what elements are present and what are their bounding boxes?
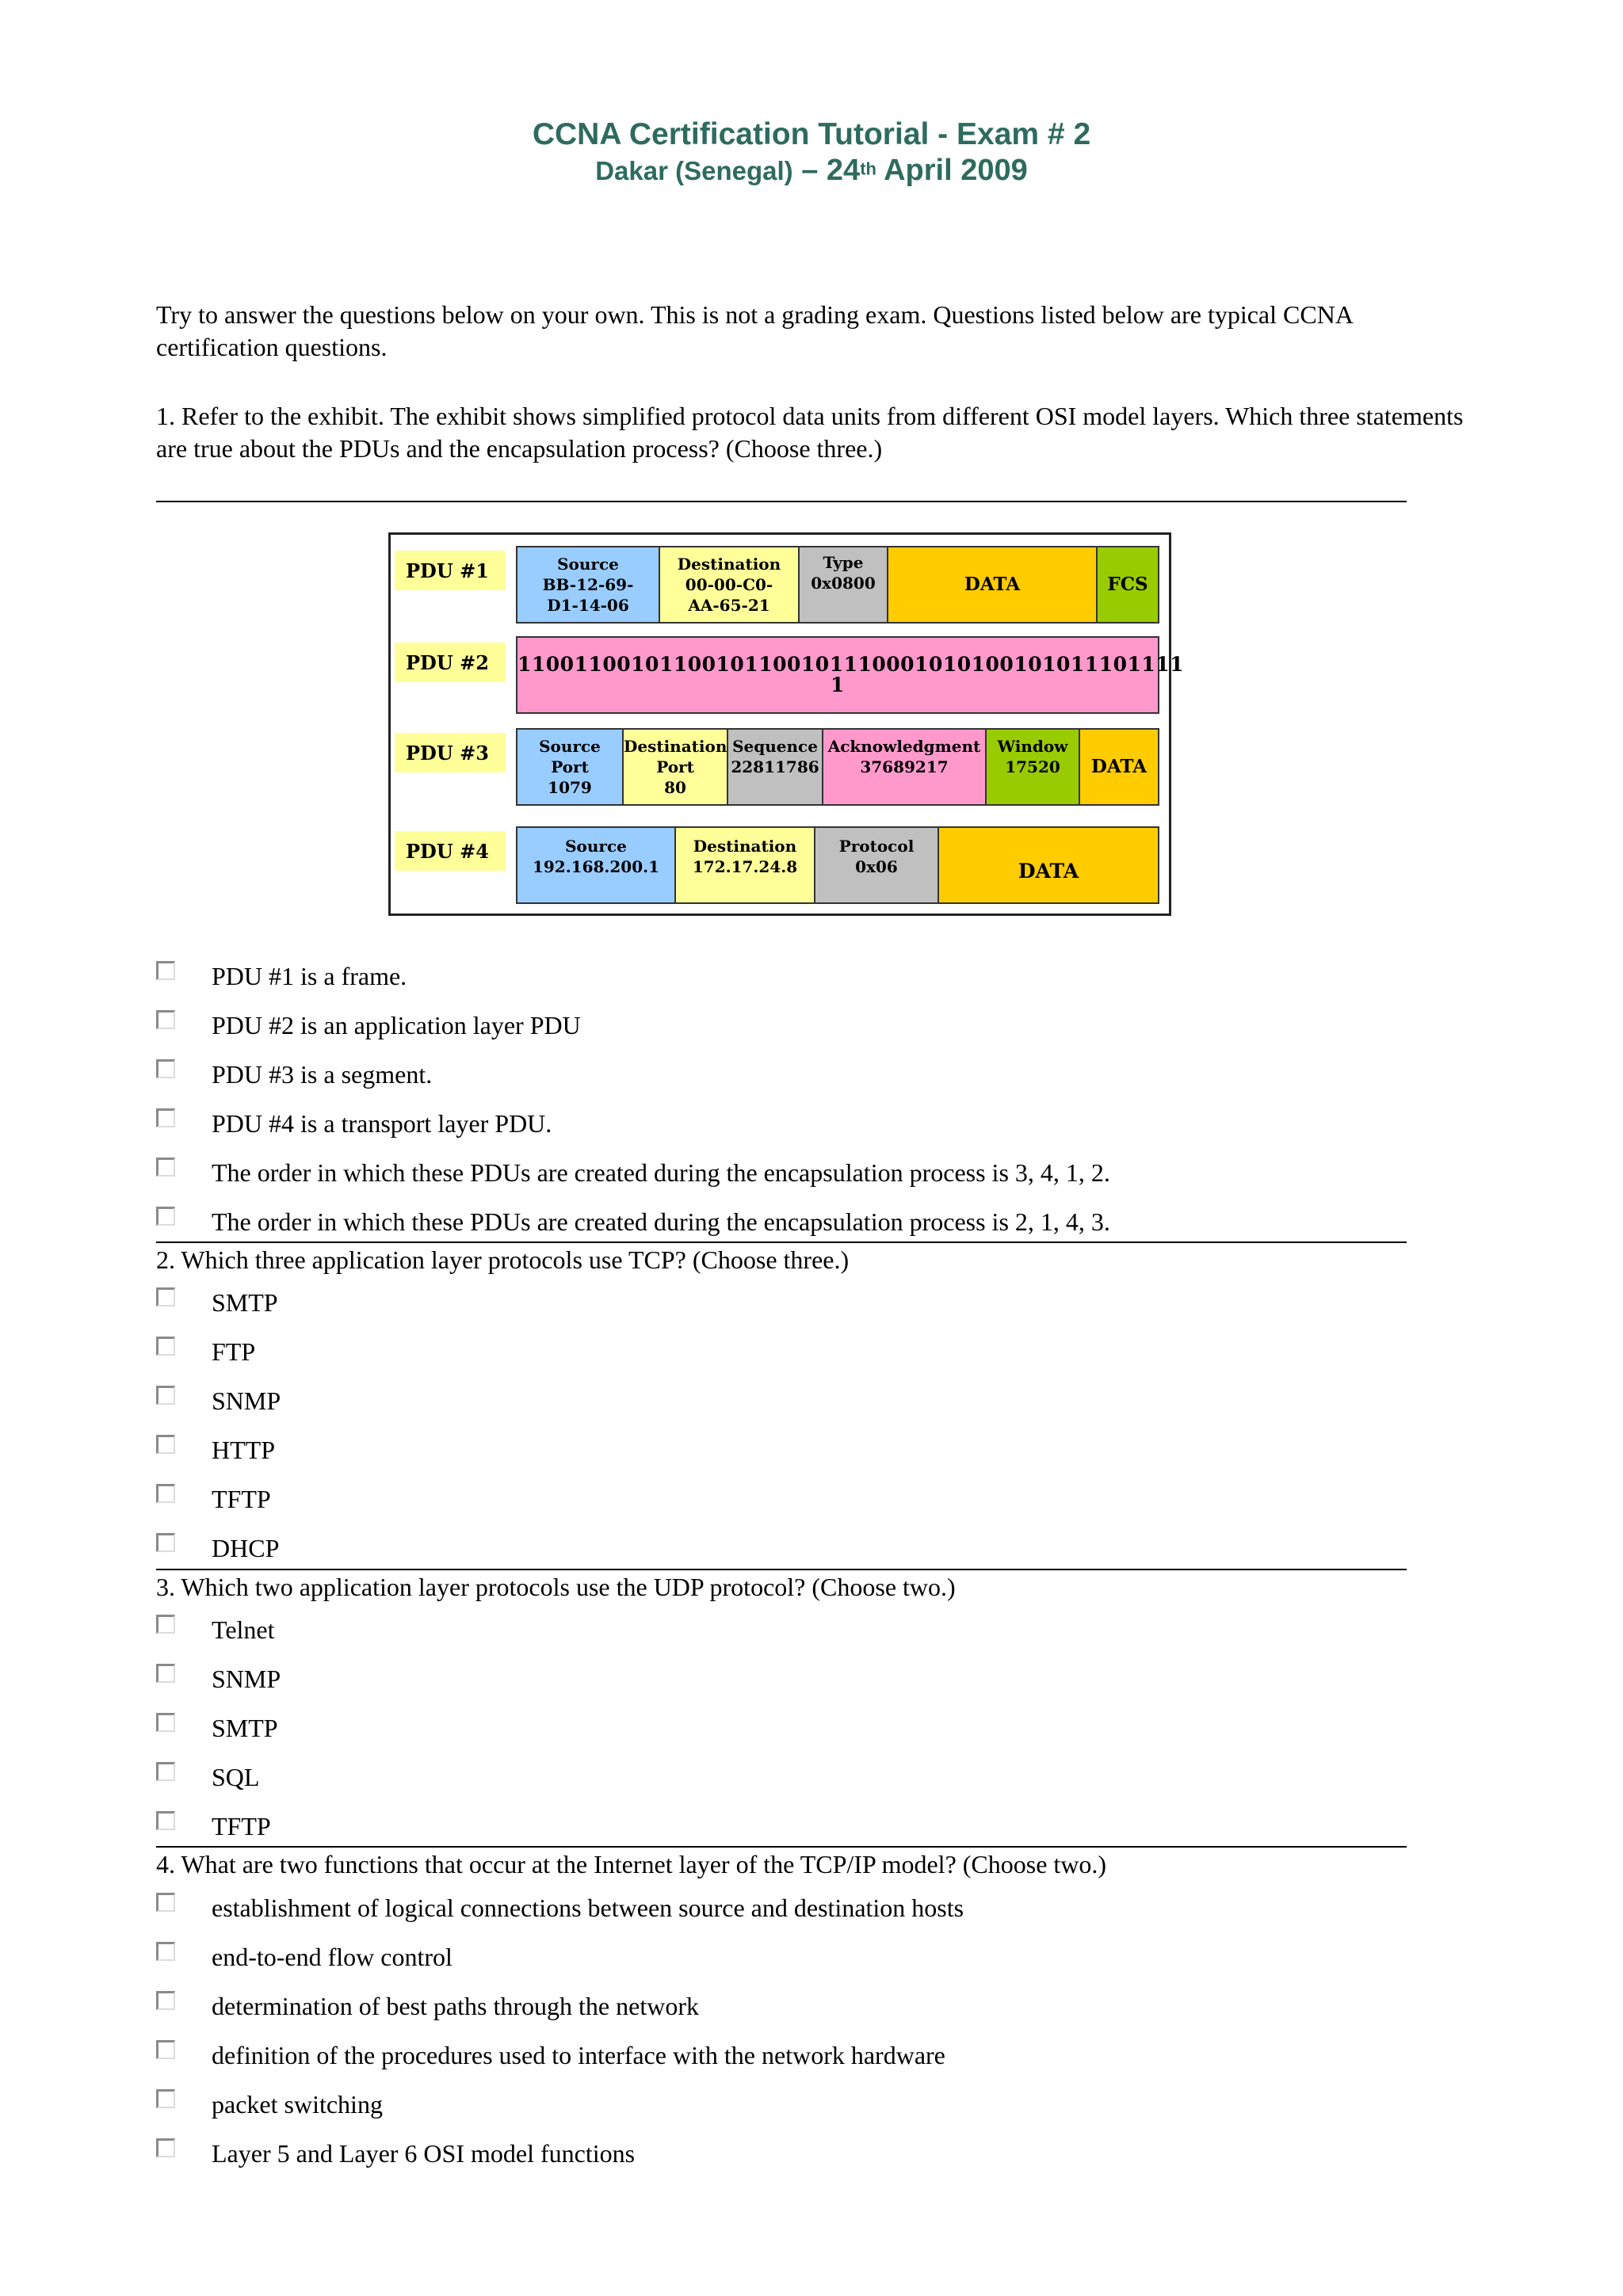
question-1-text: 1. Refer to the exhibit. The exhibit shows simplified protocol data units from different OSI model layers. Which three statements are true about the PDUs and the encapsulation process? (Choose three.)	[156, 402, 1464, 463]
checkbox[interactable]	[156, 1811, 175, 1830]
checkbox[interactable]	[156, 2138, 175, 2157]
pdu-1-data: DATA	[888, 547, 1098, 622]
checkbox[interactable]	[156, 1287, 175, 1306]
pdu-3-source-port: Source Port 1079	[517, 730, 624, 804]
checkbox[interactable]	[156, 1108, 175, 1127]
subtitle-month-year: April 2009	[876, 154, 1028, 187]
pdu-2-row	[516, 636, 1185, 714]
pdu-2-label: PDU #2	[395, 643, 506, 682]
pdu-2-bits: 11001100101100101100101110001010100101011101111 1	[517, 638, 1158, 712]
page-title: CCNA Certification Tutorial - Exam # 2	[532, 117, 1091, 151]
question-3-text: 3. Which two application layer protocols use the UDP protocol? (Choose two.)	[156, 1573, 956, 1601]
pdu-4-data: DATA	[939, 828, 1158, 902]
q4-option-5[interactable]: packet switching	[156, 2088, 383, 2120]
pdu-3-acknowledgment: Acknowledgment 37689217	[823, 730, 987, 804]
pdu-3-destination-port: Destination Port 80	[624, 730, 728, 804]
page-subtitle	[0, 154, 1623, 188]
checkbox[interactable]	[156, 1207, 175, 1226]
intro-paragraph: Try to answer the questions below on your own. This is not a grading exam. Questions listed below are typical CCNA certification questions.	[156, 300, 1353, 361]
subtitle-place: Dakar (Senegal)	[595, 156, 793, 185]
q4-option-4[interactable]: definition of the procedures used to interface with the network hardware	[156, 2039, 945, 2071]
q2-option-2[interactable]: FTP	[156, 1336, 255, 1367]
q2-option-5[interactable]: TFTP	[156, 1483, 271, 1515]
pdu-4-destination: Destination 172.17.24.8	[676, 828, 815, 902]
pdu-exhibit	[388, 532, 1185, 916]
q1-option-2[interactable]: PDU #2 is an application layer PDU	[156, 1009, 581, 1041]
pdu-4-label: PDU #4	[395, 831, 506, 871]
q2-option-4[interactable]: HTTP	[156, 1434, 275, 1466]
subtitle-day: 24	[826, 154, 861, 187]
q2-option-1[interactable]: SMTP	[156, 1287, 278, 1318]
checkbox[interactable]	[156, 1664, 175, 1683]
q3-option-2[interactable]: SNMP	[156, 1663, 281, 1695]
q4-option-3[interactable]: determination of best paths through the network	[156, 1990, 699, 2022]
q3-option-1[interactable]: Telnet	[156, 1614, 275, 1646]
q3-option-5[interactable]: TFTP	[156, 1810, 271, 1842]
pdu-3-row	[516, 728, 1159, 806]
q3-option-4[interactable]: SQL	[156, 1761, 259, 1793]
question-2-text: 2. Which three application layer protocols use TCP? (Choose three.)	[156, 1245, 850, 1274]
q1-option-6[interactable]: The order in which these PDUs are created during the encapsulation process is 2, 1, 4, 3.	[156, 1206, 1110, 1238]
q2-option-3[interactable]: SNMP	[156, 1385, 281, 1417]
subtitle-day-suffix: th	[860, 158, 876, 179]
divider	[156, 1846, 1407, 1848]
checkbox[interactable]	[156, 1942, 175, 1961]
pdu-4-protocol: Protocol 0x06	[815, 828, 939, 902]
checkbox[interactable]	[156, 1484, 175, 1503]
checkbox[interactable]	[156, 1533, 175, 1552]
question-4-text: 4. What are two functions that occur at the Internet layer of the TCP/IP model? (Choose two.)	[156, 1850, 1107, 1878]
checkbox[interactable]	[156, 2040, 175, 2059]
checkbox[interactable]	[156, 1158, 175, 1177]
pdu-1-type: Type 0x0800	[800, 547, 888, 622]
pdu-3-sequence: Sequence 22811786	[728, 730, 823, 804]
q4-option-2[interactable]: end-to-end flow control	[156, 1941, 453, 1973]
checkbox[interactable]	[156, 1010, 175, 1029]
checkbox[interactable]	[156, 1893, 175, 1912]
q4-option-1[interactable]: establishment of logical connections between source and destination hosts	[156, 1892, 964, 1924]
pdu-1-source: Source BB-12-69- D1-14-06	[517, 547, 660, 622]
q4-option-6[interactable]: Layer 5 and Layer 6 OSI model functions	[156, 2138, 635, 2169]
checkbox[interactable]	[156, 1386, 175, 1405]
pdu-1-label: PDU #1	[395, 551, 506, 590]
divider	[156, 501, 1407, 502]
checkbox[interactable]	[156, 1059, 175, 1078]
q1-option-3[interactable]: PDU #3 is a segment.	[156, 1058, 432, 1090]
checkbox[interactable]	[156, 2089, 175, 2108]
q1-option-4[interactable]: PDU #4 is a transport layer PDU.	[156, 1108, 552, 1139]
checkbox[interactable]	[156, 1762, 175, 1781]
pdu-3-data: DATA	[1080, 730, 1158, 804]
q1-option-5[interactable]: The order in which these PDUs are created during the encapsulation process is 3, 4, 1, 2.	[156, 1157, 1110, 1188]
divider	[156, 1241, 1407, 1243]
q1-option-1[interactable]: PDU #1 is a frame.	[156, 960, 407, 992]
pdu-3-window: Window 17520	[987, 730, 1080, 804]
q3-option-3[interactable]: SMTP	[156, 1712, 278, 1744]
pdu-4-source: Source 192.168.200.1	[517, 828, 676, 902]
pdu-1-row	[516, 546, 1159, 624]
pdu-3-label: PDU #3	[395, 733, 506, 772]
pdu-1-destination: Destination 00-00-C0- AA-65-21	[660, 547, 800, 622]
pdu-4-row	[516, 826, 1159, 904]
checkbox[interactable]	[156, 1991, 175, 2010]
checkbox[interactable]	[156, 961, 175, 980]
checkbox[interactable]	[156, 1337, 175, 1356]
checkbox[interactable]	[156, 1435, 175, 1454]
checkbox[interactable]	[156, 1713, 175, 1732]
subtitle-dash: –	[792, 154, 827, 187]
q2-option-6[interactable]: DHCP	[156, 1532, 279, 1564]
divider	[156, 1569, 1407, 1570]
checkbox[interactable]	[156, 1615, 175, 1634]
pdu-1-fcs: FCS	[1098, 547, 1158, 622]
